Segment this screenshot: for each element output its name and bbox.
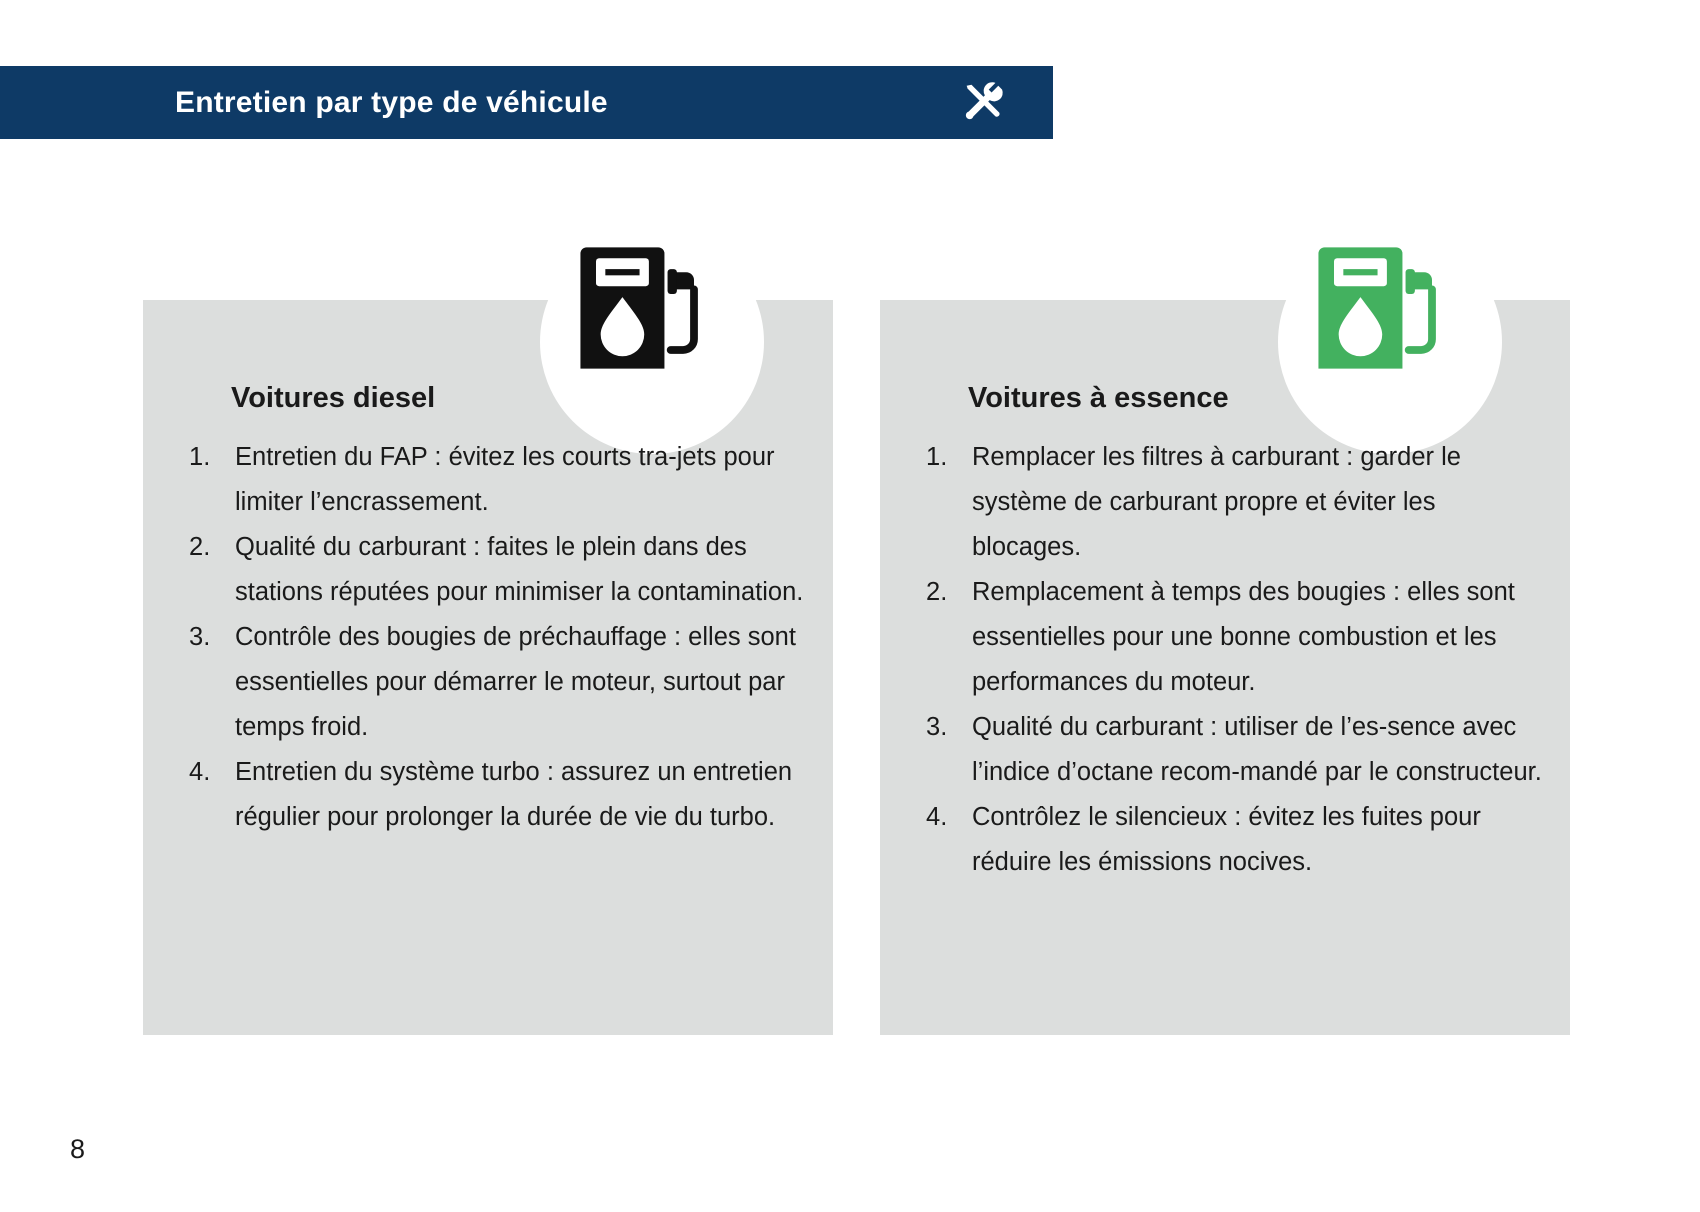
page-title: Entretien par type de véhicule bbox=[175, 85, 608, 119]
list-item: Qualité du carburant : faites le plein dans des stations réputées pour minimiser la contamination. bbox=[235, 533, 804, 606]
page-number: 8 bbox=[70, 1134, 86, 1164]
card-title-essence: Voitures à essence bbox=[968, 382, 1229, 414]
list-diesel bbox=[171, 435, 807, 840]
list-essence bbox=[908, 435, 1544, 885]
card-voitures-a-essence bbox=[880, 300, 1570, 1035]
fuel-pump-icon-essence bbox=[1278, 230, 1502, 454]
list-item: Contrôle des bougies de préchauffage : elles sont essentielles pour démarrer le moteur, surtout par temps froid. bbox=[235, 623, 796, 741]
list-item: Contrôlez le silencieux : évitez les fuites pour réduire les émissions nocives. bbox=[972, 803, 1481, 876]
list-item: Remplacement à temps des bougies : elles sont essentielles pour une bonne combustion et les performances du moteur. bbox=[972, 578, 1515, 696]
card-title-diesel: Voitures diesel bbox=[231, 382, 436, 414]
list-item: Remplacer les filtres à carburant : garder le système de carburant propre et éviter les blocages. bbox=[972, 443, 1461, 561]
card-voitures-diesel bbox=[143, 300, 833, 1035]
list-item: Entretien du FAP : évitez les courts tra-jets pour limiter l’encrassement. bbox=[235, 443, 775, 516]
list-item: Entretien du système turbo : assurez un entretien régulier pour prolonger la durée de vie du turbo. bbox=[235, 758, 793, 831]
fuel-pump-icon-diesel bbox=[540, 230, 764, 454]
list-item: Qualité du carburant : utiliser de l’es-sence avec l’indice d’octane recom-mandé par le constructeur. bbox=[972, 713, 1542, 786]
